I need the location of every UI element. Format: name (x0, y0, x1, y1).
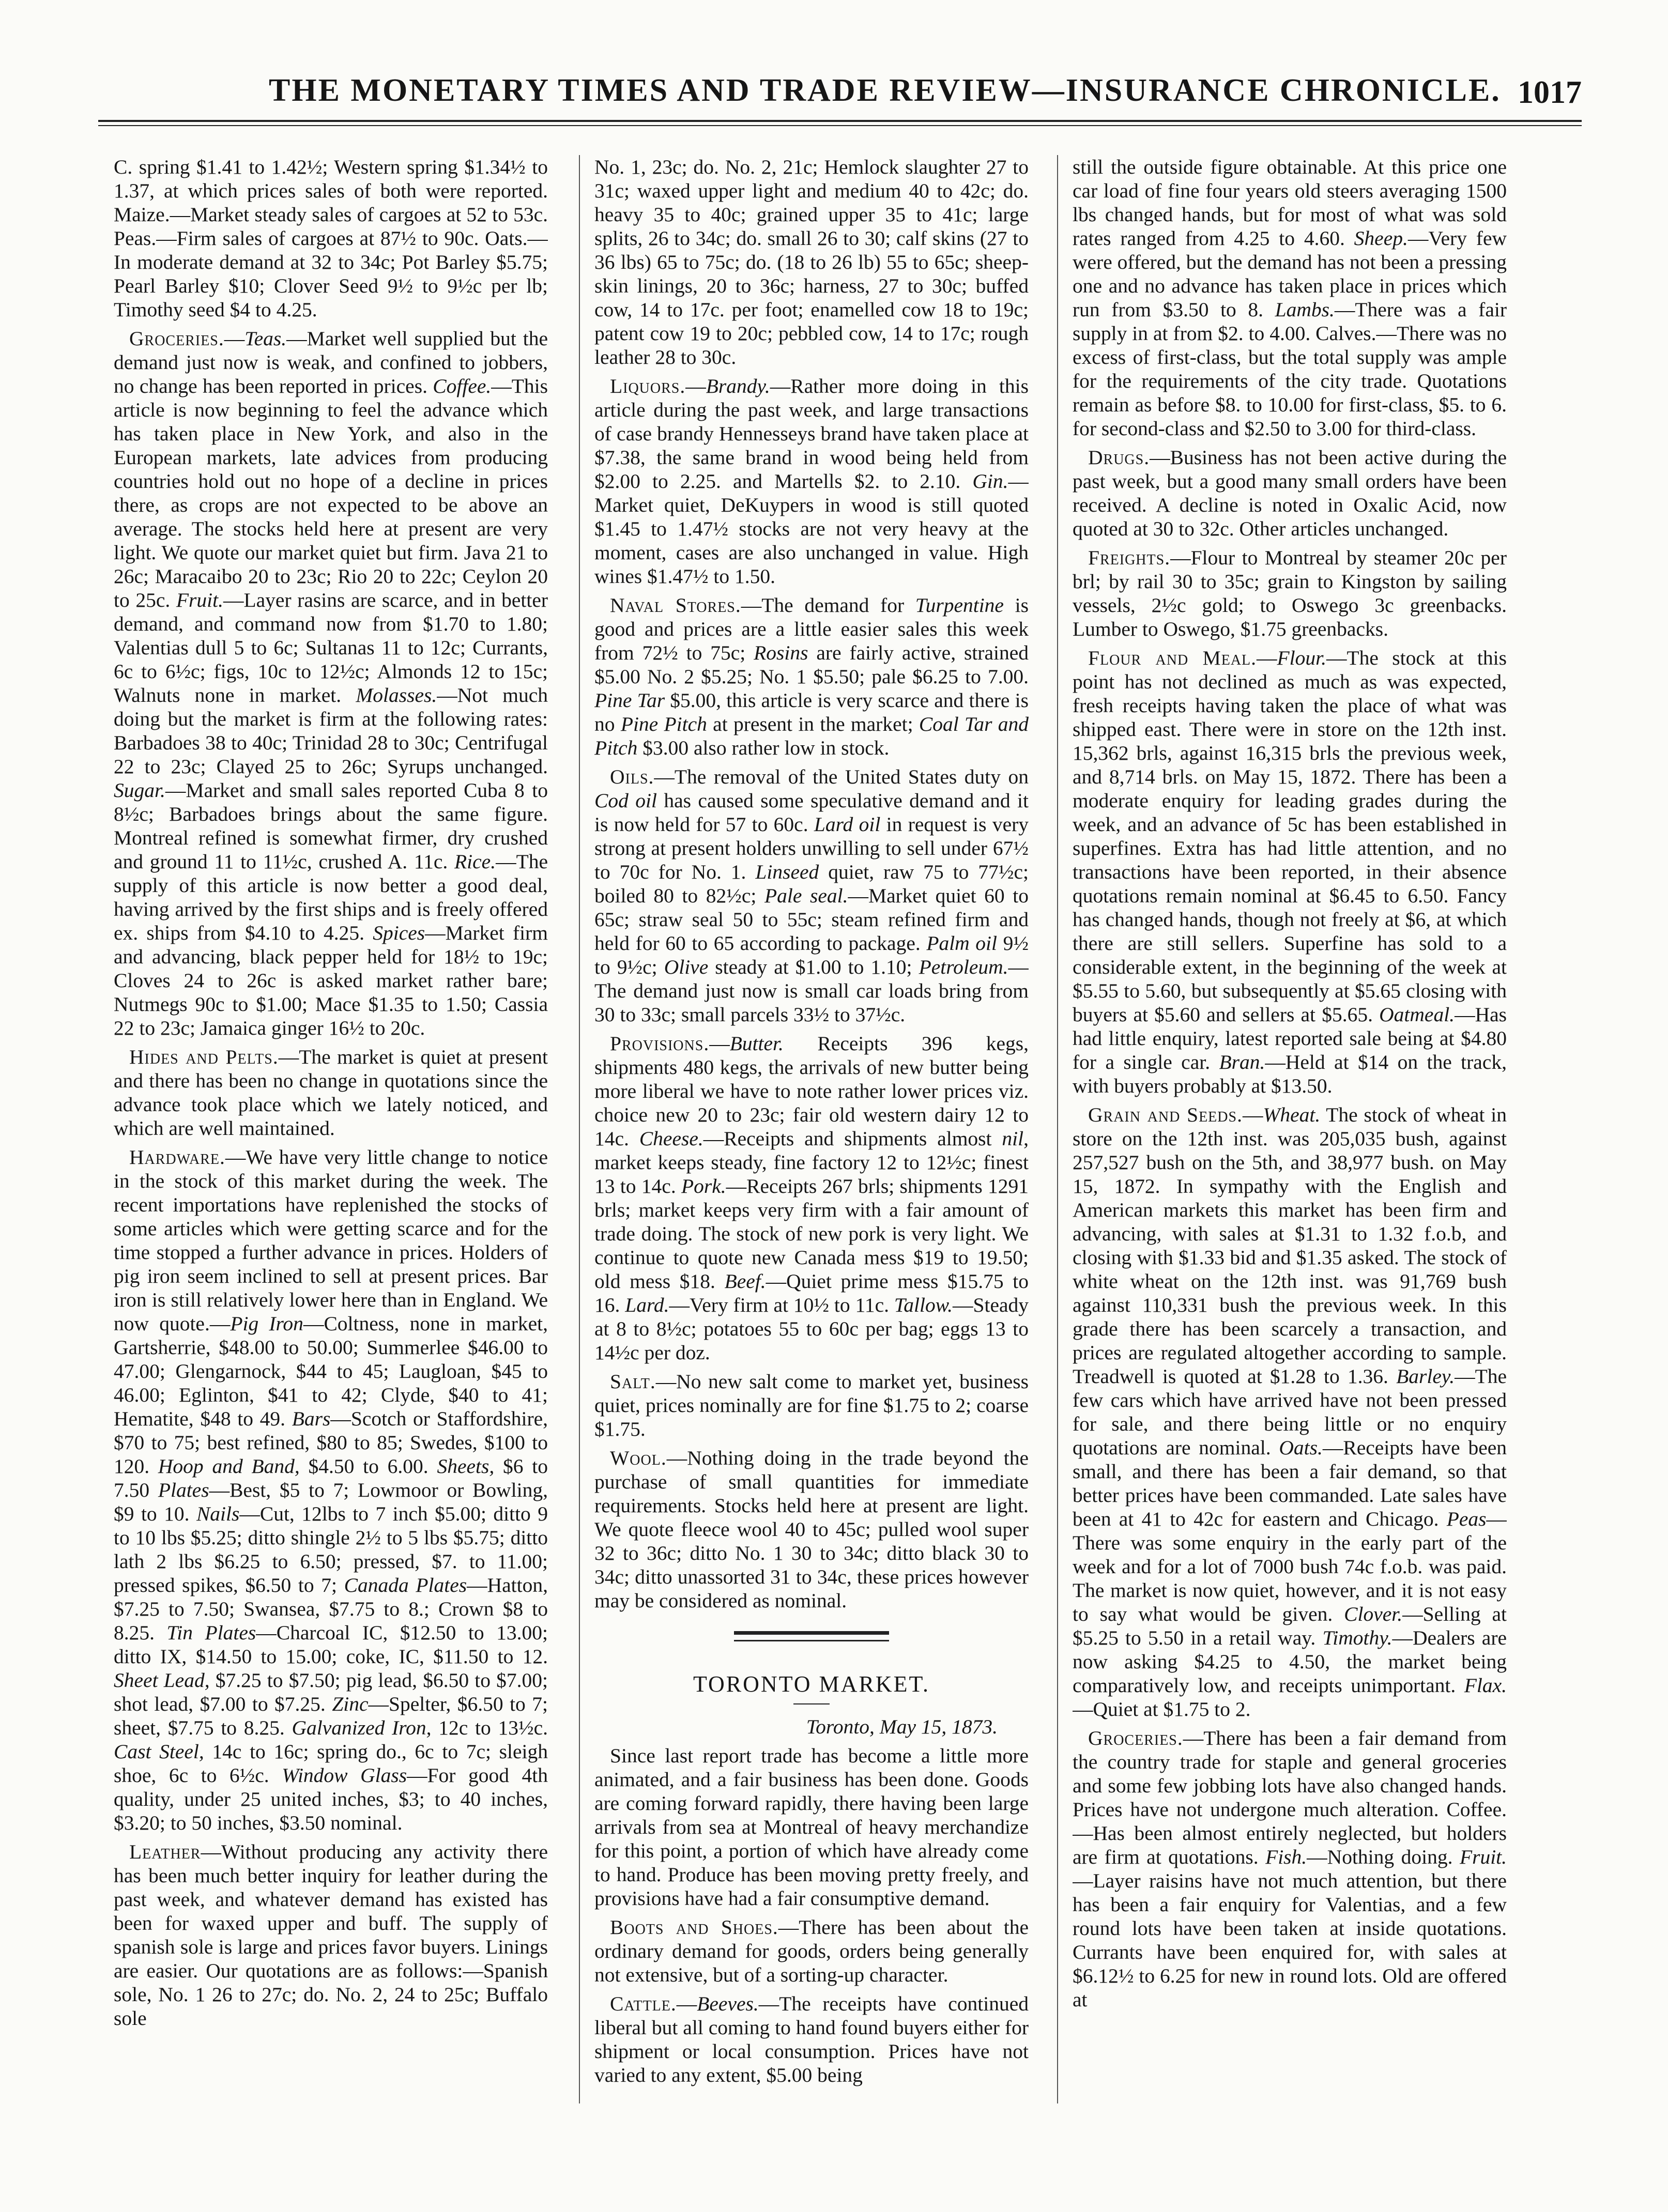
paragraph: still the outside figure obtainable. At this price one car load of fine four years old steers averaging 1500 lbs changed hands, but for most of what was sold rates ranged from 4.25 to 4.60. Sheep.—Very few were offered, but the demand has not been a pressing one and no advance has taken place in prices which run from $3.50 to 8. Lambs.—There was a fair supply in at from $2. to 4.00. Calves.—There was no excess of first-class, but the total supply was ample for the requirements of the city trade. Quotations remain as before $8. to 10.00 for first-class, $5. to 6. for second-class and $2.50 to 3.00 for third-class. (1073, 156, 1507, 440)
paragraph-freights: Freights.—Flour to Montreal by steamer 20c per brl; by rail 30 to 35c; grain to Kingston by sailing vessels, 2½c gold; to Oswego 3c greenbacks. Lumber to Oswego, $1.75 greenbacks. (1073, 546, 1507, 640)
column-1 (114, 155, 548, 2103)
section-head: Liquors. (610, 375, 686, 397)
section-head: Cattle. (610, 1992, 677, 2015)
section-head: Naval Stores. (610, 594, 741, 617)
section-head: Wool. (610, 1447, 667, 1469)
section-head: Hardware. (129, 1146, 225, 1169)
paragraph-naval-stores: Naval Stores.—The demand for Turpentine is good and prices are a little easier sales this week from 72½ to 75c; Rosins are fairly active, strained $5.00 No. 2 $5.25; No. 1 $5.50; pale $6.25 to 7.00. Pine Tar $5.00, this article is very scarce and there is no Pine Pitch at present in the market; Coal Tar and Pitch $3.00 also rather low in stock. (594, 594, 1029, 759)
paragraph-flour: Flour and Meal.—Flour.—The stock at this point has not declined as much as was expected, fresh receipts having taken the place of what was shipped east. There were in store on the 12th inst. 15,362 brls, against 16,315 brls the previous week, and 8,714 brls. on May 15, 1872. There has been a moderate enquiry for leading grades during the week, and an advance of 5c has been established in superfines. Extra has had little attention, and no transactions have been reported, in their absence quotations remain nominal at $6.45 to 6.50. Fancy has changed hands, though not freely at $6, at which there are still sellers. Superfine has sold to a considerable extent, in the beginning of the week at $5.55 to 5.60, but subsequently at $5.65 closing with buyers at $5.60 and sellers at $5.65. Oatmeal.—Has had little enquiry, latest reported sale being at $4.80 for a single car. Bran.—Held at $14 on the track, with buyers probably at $13.50. (1073, 647, 1507, 1097)
paragraph: No. 1, 23c; do. No. 2, 21c; Hemlock slaughter 27 to 31c; waxed upper light and medium 40 to 42c; do. heavy 35 to 40c; grained upper 35 to 41c; large splits, 26 to 34c; do. small 26 to 30; calf skins (27 to 36 lbs) 65 to 75c; do. (18 to 26 lb) 55 to 65c; sheep-skin linings, 20 to 36c; harness, 27 to 30c; buffed cow, 14 to 17c. per foot; enamelled cow 18 to 19c; patent cow 19 to 20c; pebbled cow, 14 to 17c; rough leather 28 to 30c. (594, 156, 1029, 368)
section-head: Drugs. (1088, 446, 1150, 469)
section-head: Salt. (610, 1370, 656, 1393)
section-head: Provisions. (610, 1032, 710, 1055)
section-head: Groceries. (129, 327, 224, 350)
paragraph-hides: Hides and Pelts.—The market is quiet at present and there has been no change in quotations since the advance took place which we lately noticed, and which are well maintained. (114, 1046, 548, 1140)
section-head: Hides and Pelts. (129, 1046, 279, 1068)
paragraph-oils: Oils.—The removal of the United States duty on Cod oil has caused some speculative demand and it is now held for 57 to 60c. Lard oil in request is very strong at present holders unwilling to sell under 67½ to 70c for No. 1. Linseed quiet, raw 75 to 77½c; boiled 80 to 82½c; Pale seal.—Market quiet 60 to 65c; straw seal 50 to 55c; steam refined firm and held for 60 to 65 according to package. Palm oil 9½ to 9½c; Olive steady at $1.00 to 1.10; Petroleum.—The demand just now is small car loads bring from 30 to 33c; small parcels 33½ to 37½c. (594, 765, 1029, 1026)
page-number: 1017 (1518, 75, 1582, 110)
paragraph-groceries: Groceries.—Teas.—Market well supplied but the demand just now is weak, and confined to jobbers, no change has been reported in prices. Coffee.—This article is now beginning to feel the advance which has taken place in New York, and also in the European markets, late advices from producing countries hold out no hope of a decline in prices there, as crops are not expected to be above an average. The stocks held here at present are very light. We quote our market quiet but firm. Java 21 to 26c; Maracaibo 20 to 23c; Rio 20 to 22c; Ceylon 20 to 25c. Fruit.—Layer rasins are scarce, and in better demand, and command now from $1.70 to 1.80; Valentias dull 5 to 6c; Sultanas 11 to 12c; Currants, 6c to 6½c; figs, 10c to 12½c; Almonds 12 to 15c; Walnuts none in market. Molasses.—Not much doing but the market is firm at the following rates: Barbadoes 38 to 40c; Trinidad 28 to 30c; Centrifugal 22 to 23c; Clayed 25 to 26c; Syrups unchanged. Sugar.—Market and small sales reported Cuba 8 to 8½c; Barbadoes brings about the same figure. Montreal refined is somewhat firmer, dry crushed and ground 11 to 11½c, crushed A. 11c. Rice.—The supply of this article is now better a good deal, having arrived by the first ships and is freely offered ex. ships from $4.10 to 4.25. Spices—Market firm and advancing, black pepper held for 18½ to 19c; Cloves 24 to 26c is asked market rather bare; Nutmegs 90c to $1.00; Mace $1.35 to 1.50; Cassia 22 to 23c; Jamaica ginger 16½ to 20c. (114, 327, 548, 1039)
column-rule (579, 155, 580, 2103)
paragraph-grain: Grain and Seeds.—Wheat. The stock of wheat in store on the 12th inst. was 205,035 bush, against 257,527 bush on the 5th, and 38,977 bush. on May 15, 1872. In sympathy with the English and American markets this market has been firm and advancing, with sales at $1.31 to 1.32 f.o.b, and closing with $1.33 bid and $1.35 asked. The stock of white wheat on the 12th inst. was 91,769 bush against 110,331 bush the previous week. In this grade there has been scarcely a transaction, and prices are regulated altogether according to sample. Treadwell is quoted at $1.28 to 1.36. Barley.—The few cars which have arrived have not been pressed for sale, and there being little or no enquiry quotations are nominal. Oats.—Receipts have been small, and there has been a fair demand, so that better prices have been commanded. Late sales have been at 41 to 42c for eastern and Chicago. Peas—There was some enquiry in the early part of the week and for a lot of 7000 bush 74c f.o.b. was paid. The market is now quiet, however, and it is not easy to say what would be given. Clover.—Selling at $5.25 to 5.50 in a retail way. Timothy.—Dealers are now asking $4.25 to 4.50, the market being comparatively low, and receipts unimportant. Flax.—Quiet at $1.75 to 2. (1073, 1103, 1507, 1721)
page-header (98, 72, 1582, 124)
dateline: Toronto, May 15, 1873. (806, 1715, 998, 1738)
column-rule (1057, 155, 1058, 2103)
section-head: Oils. (610, 765, 654, 788)
paragraph: Since last report trade has become a little more animated, and a fair business has been done. Goods are coming forward rapidly, there having been large arrivals from sea at Montreal of heavy merchandize for this point, a portion of which have already come to hand. Produce has been moving pretty freely, and provisions have had a fair consumptive demand. (594, 1744, 1029, 1910)
section-head: Boots and Shoes. (610, 1916, 778, 1939)
toronto-market-title: TORONTO MARKET. (693, 1671, 930, 1697)
paragraph-wool: Wool.—Nothing doing in the trade beyond the purchase of small quantities for immediate requirements. Stocks held here at present are light. We quote fleece wool 40 to 45c; pulled wool super 32 to 36c; ditto No. 1 30 to 34c; ditto black 30 to 34c; ditto unassorted 31 to 34c, these prices however may be considered as nominal. (594, 1447, 1029, 1612)
section-head: Groceries. (1088, 1727, 1183, 1749)
section-head: Freights. (1088, 546, 1171, 569)
paragraph-salt: Salt.—No new salt come to market yet, business quiet, prices nominally are for fine $1.75 to 2; coarse $1.75. (594, 1370, 1029, 1440)
section-head: Leather (129, 1840, 201, 1863)
section-head: Flour and Meal. (1088, 647, 1257, 669)
column-3 (1073, 155, 1507, 2103)
paragraph-liquors: Liquors.—Brandy.—Rather more doing in this article during the past week, and large transactions of case brandy Hennesseys brand have taken place at $7.38, the same brand in wood being held from $2.00 to 2.25. and Martells $2. to 2.10. Gin.—Market quiet, DeKuypers in wood is still quoted $1.45 to 1.47½ stocks are not very heavy at the moment, cases are also unchanged in value. High wines $1.47½ to 1.50. (594, 375, 1029, 588)
short-rule (793, 1703, 830, 1704)
running-title: THE MONETARY TIMES AND TRADE REVIEW—INSURANCE CHRONICLE. (269, 73, 1501, 108)
section-divider (734, 1631, 889, 1641)
paragraph-boots: Boots and Shoes.—There has been about the ordinary demand for goods, orders being generally not extensive, but of a sorting-up character. (594, 1916, 1029, 1986)
paragraph-provisions: Provisions.—Butter. Receipts 396 kegs, shipments 480 kegs, the arrivals of new butter being more liberal we have to note rather lower prices viz. choice new 20 to 23c; fair old western dairy 12 to 14c. Cheese.—Receipts and shipments almost nil, market keeps steady, fine factory 12 to 12½c; finest 13 to 14c. Pork.—Receipts 267 brls; shipments 1291 brls; market keeps very firm with a fair amount of trade doing. The stock of new pork is very light. We continue to quote new Canada mess $19 to 19.50; old mess $18. Beef.—Quiet prime mess $15.75 to 16. Lard.—Very firm at 10½ to 11c. Tallow.—Steady at 8 to 8½c; potatoes 55 to 60c per bag; eggs 13 to 14½c per doz. (594, 1032, 1029, 1364)
column-2 (594, 155, 1029, 2103)
paragraph-groceries-toronto: Groceries.—There has been a fair demand from the country trade for staple and general groceries and some few jobbing lots have also changed hands. Prices have not undergone much alteration. Coffee.—Has been almost entirely neglected, but holders are firm at quotations. Fish.—Nothing doing. Fruit.—Layer raisins have not much attention, but there has been a fair enquiry for Valentias, and a few round lots have been taken at inside quotations. Currants have been enquired for, with sales at $6.12½ to 6.25 for new in round lots. Old are offered at (1073, 1727, 1507, 2011)
paragraph-leather: Leather—Without producing any activity there has been much better inquiry for leather during the past week, and whatever demand has existed has been for waxed upper and buff. The supply of spanish sole is large and prices favor buyers. Linings are easier. Our quotations are as follows:—Spanish sole, No. 1 26 to 27c; do. No. 2, 24 to 25c; Buffalo sole (114, 1840, 548, 2030)
paragraph: C. spring $1.41 to 1.42½; Western spring $1.34½ to 1.37, at which prices sales of both were reported. Maize.—Market steady sales of cargoes at 52 to 53c. Peas.—Firm sales of cargoes at 87½ to 90c. Oats.—In moderate demand at 32 to 34c; Pot Barley $5.75; Pearl Barley $10; Clover Seed 9½ to 9½c per lb; Timothy seed $4 to 4.25. (114, 156, 548, 321)
header-rule (98, 120, 1582, 126)
paragraph-hardware: Hardware.—We have very little change to notice in the stock of this market during the week. The recent importations have replenished the stocks of some articles which were getting scarce and for the time stopped a further advance in prices. Holders of pig iron seem inclined to sell at present prices. Bar iron is still relatively lower here than in England. We now quote.—Pig Iron—Coltness, none in market, Gartsherrie, $48.00 to 50.00; Summerlee $46.00 to 47.00; Glengarnock, $44 to 45; Laugloan, $45 to 46.00; Eglinton, $41 to 42; Clyde, $40 to 41; Hematite, $48 to 49. Bars—Scotch or Staffordshire, $70 to 75; best refined, $80 to 85; Swedes, $100 to 120. Hoop and Band, $4.50 to 6.00. Sheets, $6 to 7.50 Plates—Best, $5 to 7; Lowmoor or Bowling, $9 to 10. Nails—Cut, 12lbs to 7 inch $5.00; ditto 9 to 10 lbs $5.25; ditto shingle 2½ to 5 lbs $5.75; ditto lath 2 lbs $6.25 to 6.50; pressed, $7. to 11.00; pressed spikes, $6.50 to 7; Canada Plates—Hatton, $7.25 to 7.50; Swansea, $7.75 to 8.; Crown $8 to 8.25. Tin Plates—Charcoal IC, $12.50 to 13.00; ditto IX, $14.50 to 15.00; coke, IC, $11.50 to 12. Sheet Lead, $7.25 to $7.50; pig lead, $6.50 to $7.00; shot lead, $7.00 to $7.25. Zinc—Spelter, $6.50 to 7; sheet, $7.75 to 8.25. Galvanized Iron, 12c to 13½c. Cast Steel, 14c to 16c; spring do., 6c to 7c; sleigh shoe, 6c to 6½c. Window Glass—For good 4th quality, under 25 united inches, $3; to 40 inches, $3.20; to 50 inches, $3.50 nominal. (114, 1146, 548, 1834)
section-head: Grain and Seeds. (1088, 1103, 1243, 1126)
paragraph-cattle: Cattle.—Beeves.—The receipts have continued liberal but all coming to hand found buyers either for shipment or local consumption. Prices have not varied to any extent, $5.00 being (594, 1992, 1029, 2086)
paragraph-drugs: Drugs.—Business has not been active during the past week, but a good many small orders have been received. A decline is noted in Oxalic Acid, now quoted at 30 to 32c. Other articles unchanged. (1073, 446, 1507, 540)
